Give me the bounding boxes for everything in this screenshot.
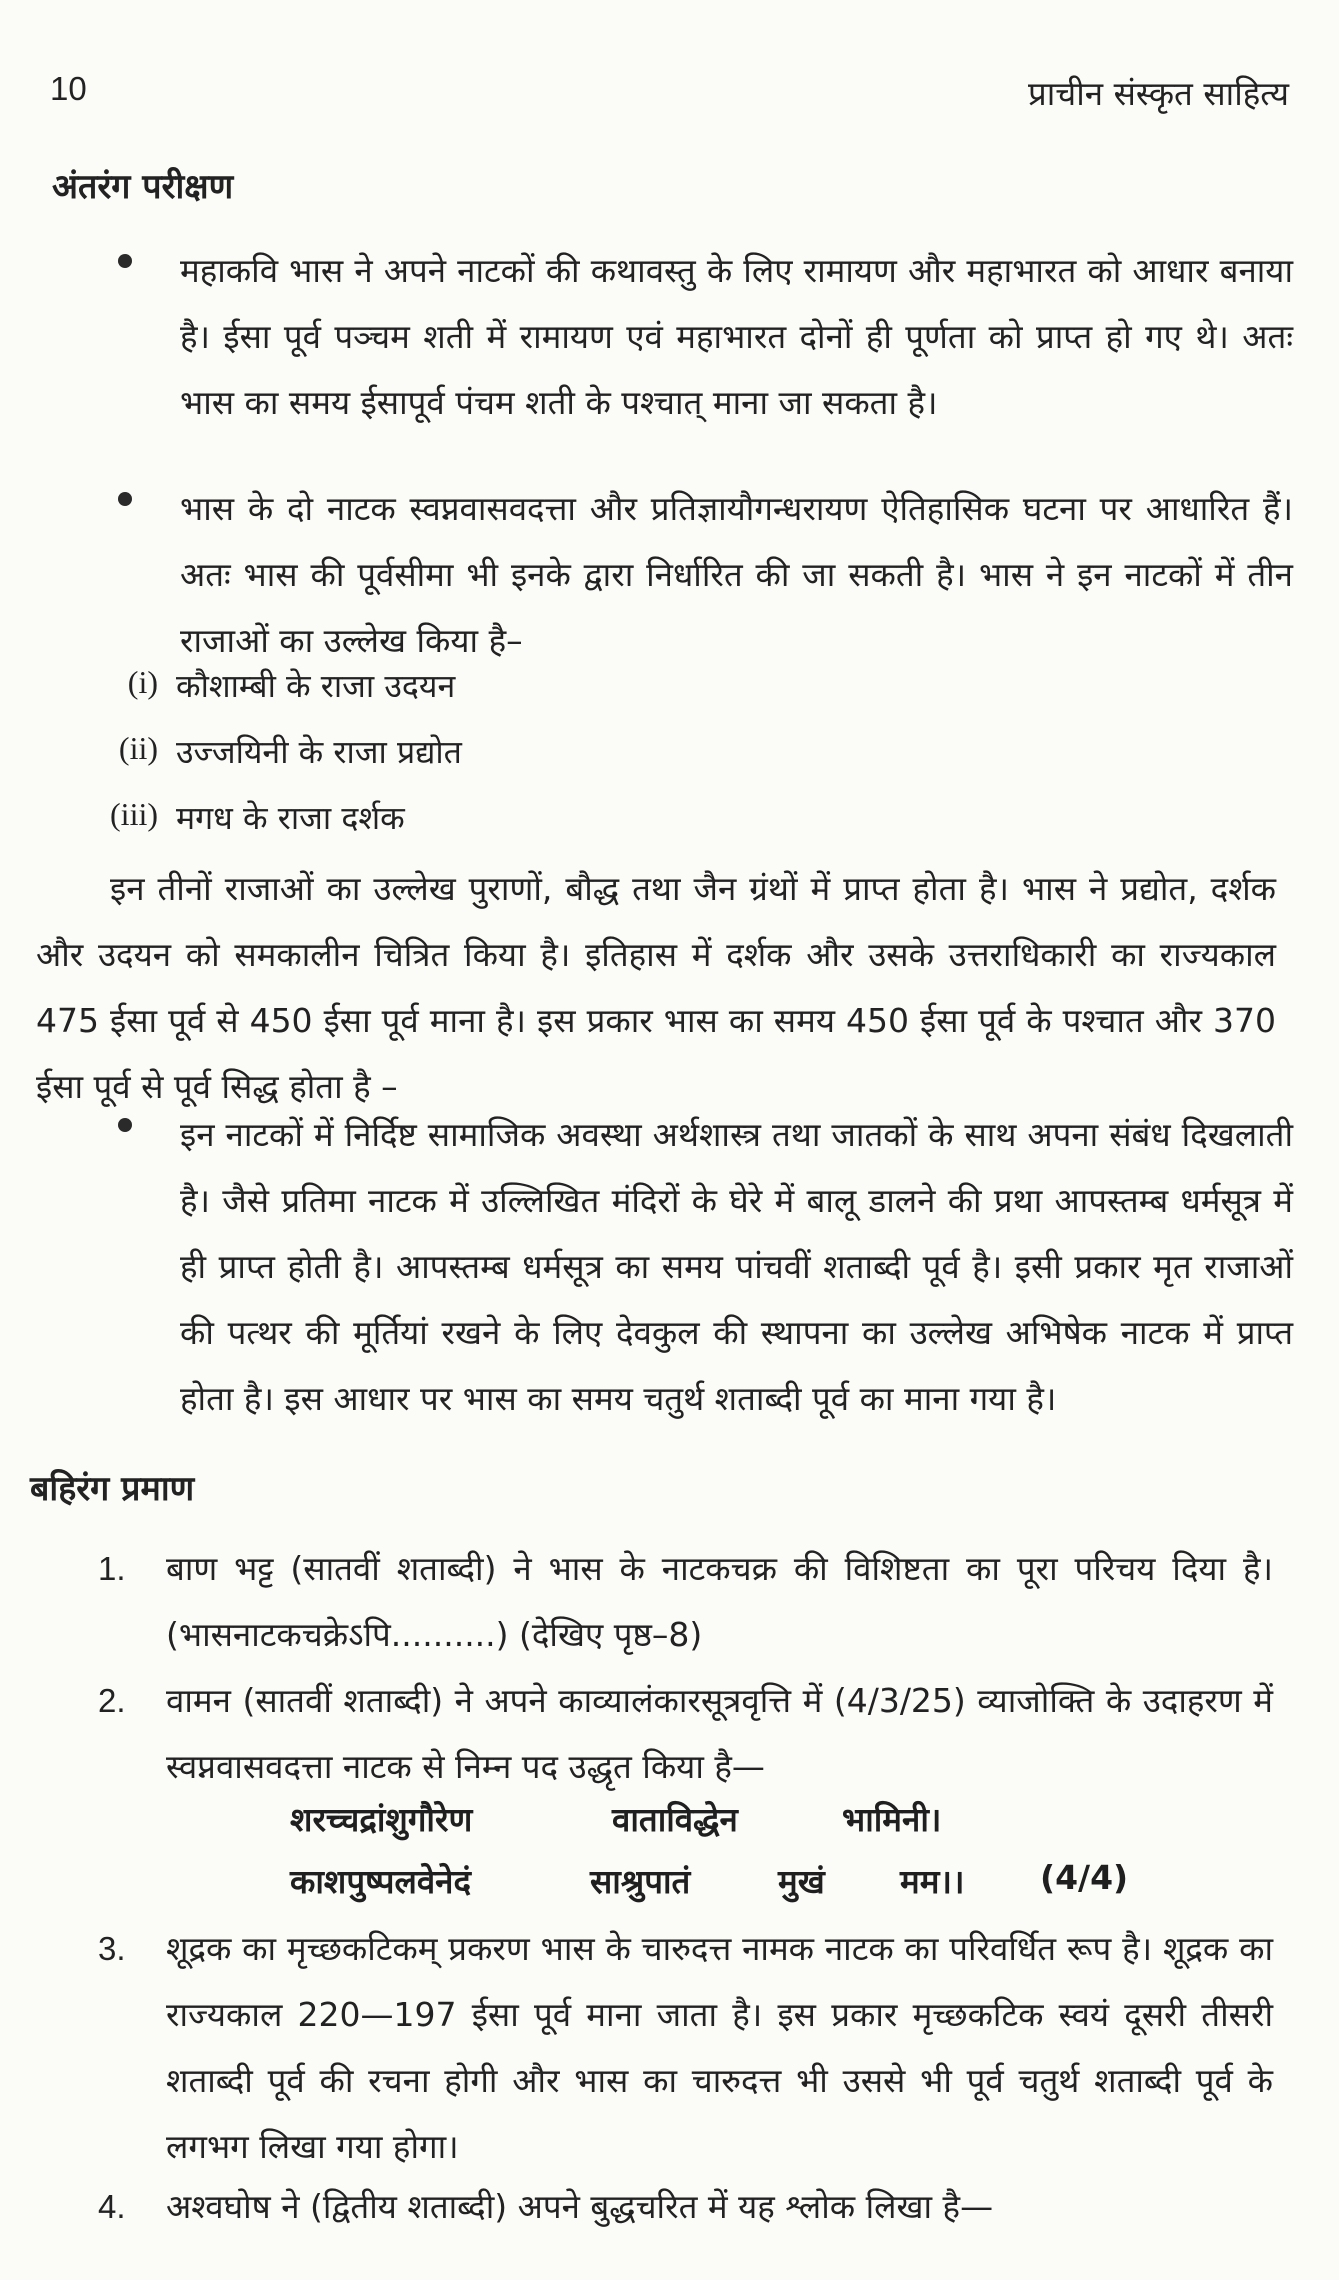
bullet-text: भास के दो नाटक स्वप्नवासवदत्ता और प्रतिज्ञायौगन्धरायण ऐतिहासिक घटना पर आधारित हैं। अतः भास की पूर्वसीमा भी इनके द्वारा निर्धारित की जा सकती है। भास ने इन नाटकों में तीन राजाओं का उल्लेख किया है– (180, 489, 1293, 660)
bullet-dot (118, 1118, 132, 1132)
item-number: 1. (98, 1550, 126, 1587)
body-paragraph: इन तीनों राजाओं का उल्लेख पुराणों, बौद्ध तथा जैन ग्रंथों में प्राप्त होता है। भास ने प्रद्योत, दर्शक और उदयन को समकालीन चित्रित किया है। इतिहास में दर्शक और उसके उत्तराधिकारी का राज्यकाल 475 ईसा पूर्व से 450 ईसा पूर्व माना है। इस प्रकार भास का समय 450 ईसा पूर्व के पश्चात और 370 ईसा पूर्व से पूर्व सिद्ध होता है – (36, 869, 1276, 1106)
section-heading-internal-evidence: अंतरंग परीक्षण (52, 167, 234, 207)
running-title: प्राचीन संस्कृत साहित्य (1027, 74, 1289, 113)
item-number: 3. (98, 1930, 126, 1967)
bullet-item (118, 476, 1293, 676)
verse-word: साश्रुपातं (590, 1862, 691, 1901)
item-number: 2. (98, 1682, 126, 1719)
numbered-item (98, 1536, 1273, 1676)
bullet-text: इन नाटकों में निर्दिष्ट सामाजिक अवस्था अर्थशास्त्र तथा जातकों के साथ अपना संबंध दिखलाती है। जैसे प्रतिमा नाटक में उल्लिखित मंदिरों के घेरे में बालू डालने की प्रथा आपस्तम्ब धर्मसूत्र में ही प्राप्त होती है। आपस्तम्ब धर्मसूत्र का समय पांचवीं शताब्दी पूर्व है। इसी प्रकार मृत राजाओं की पत्थर की मूर्तियां रखने के लिए देवकुल की स्थापना का उल्लेख अभिषेक नाटक में प्राप्त होता है। इस आधार पर भास का समय चतुर्थ शताब्दी पूर्व का माना गया है। (180, 1115, 1293, 1418)
verse-word: भामिनी। (842, 1800, 942, 1839)
numbered-item (98, 2174, 1273, 2244)
verse-word: वाताविद्धेन (612, 1800, 738, 1839)
list-numeral: (iii) (110, 796, 158, 832)
verse-word: मम।। (900, 1862, 965, 1901)
page-header (50, 70, 1289, 120)
verse-word: शरच्चद्रांशुगौरेण (290, 1800, 473, 1839)
bullet-dot (118, 254, 132, 268)
verse-word: काशपुष्पलवेनेदं (290, 1862, 472, 1901)
bullet-dot (118, 492, 132, 506)
item-text: अश्वघोष ने (द्वितीय शताब्दी) अपने बुद्धचरित में यह श्लोक लिखा है— (166, 2187, 994, 2226)
bullet-item (118, 238, 1293, 498)
item-text: बाण भट्ट (सातवीं शताब्दी) ने भास के नाटकचक्र की विशिष्टता का पूरा परिचय दिया है। (भासनाटकचक्रेऽपि..........) (देखिए पृष्ठ–8) (166, 1549, 1273, 1654)
list-text: कौशाम्बी के राजा उदयन (176, 667, 456, 705)
list-text: उज्जयिनी के राजा प्रद्योत (176, 733, 462, 771)
item-text: शूद्रक का मृच्छकटिकम् प्रकरण भास के चारुदत्त नामक नाटक का परिवर्धित रूप है। शूद्रक का राज्यकाल 220—197 ईसा पूर्व माना जाता है। इस प्रकार मृच्छकटिक स्वयं दूसरी तीसरी शताब्दी पूर्व की रचना होगी और भास का चारुदत्त भी उससे भी पूर्व चतुर्थ शताब्दी पूर्व के लगभग लिखा गया होगा। (166, 1929, 1273, 2166)
page-number: 10 (50, 70, 87, 107)
list-text: मगध के राजा दर्शक (176, 799, 405, 837)
list-numeral: (i) (127, 664, 158, 700)
verse-reference: (4/4) (1040, 1858, 1129, 1897)
bullet-item (118, 1102, 1293, 1482)
bullet-text: महाकवि भास ने अपने नाटकों की कथावस्तु के लिए रामायण और महाभारत को आधार बनाया है। ईसा पूर्व पञ्चम शती में रामायण एवं महाभारत दोनों ही पूर्णता को प्राप्त हो गए थे। अतः भास का समय ईसापूर्व पंचम शती के पश्चात् माना जा सकता है। (180, 251, 1293, 422)
section-heading-external-evidence: बहिरंग प्रमाण (30, 1469, 195, 1509)
numbered-item (98, 1916, 1273, 2196)
verse-word: मुखं (778, 1862, 825, 1901)
numbered-item (98, 1668, 1273, 1808)
item-text: वामन (सातवीं शताब्दी) ने अपने काव्यालंकारसूत्रवृत्ति में (4/3/25) व्याजोक्ति के उदाहरण में स्वप्नवासवदत्ता नाटक से निम्न पद उद्धृत किया है— (166, 1681, 1273, 1786)
item-number: 4. (98, 2188, 126, 2225)
list-numeral: (ii) (118, 730, 158, 766)
